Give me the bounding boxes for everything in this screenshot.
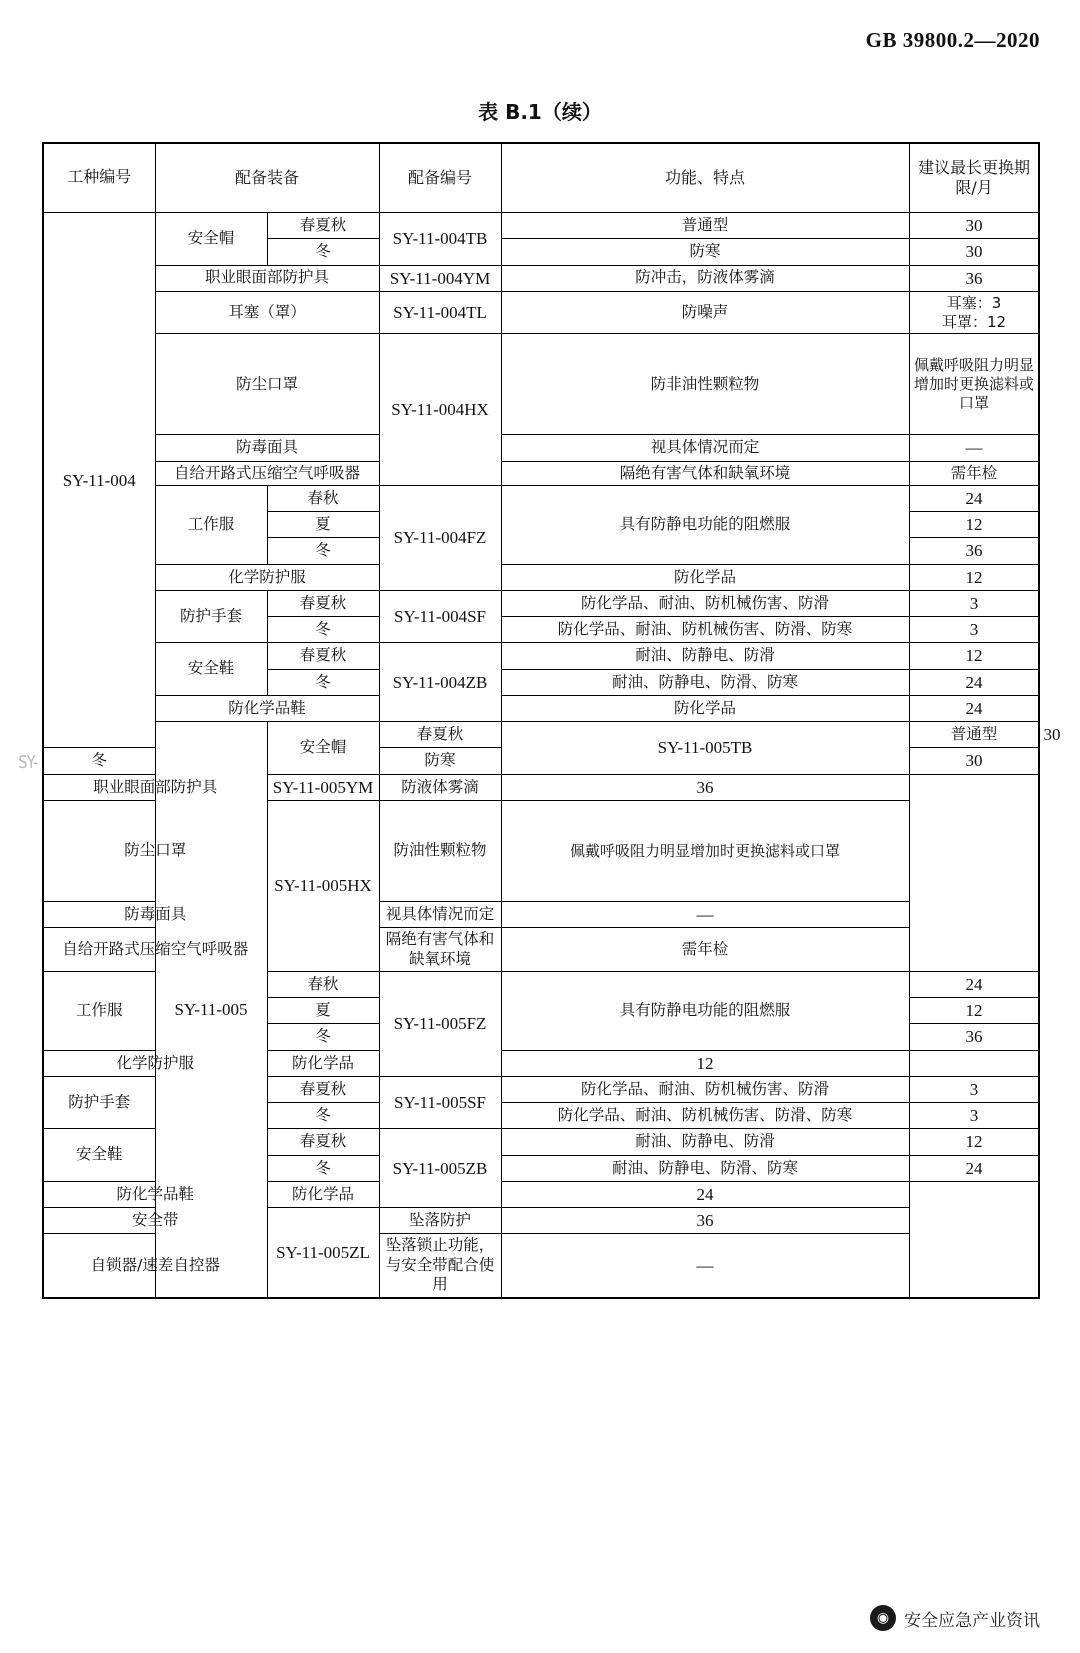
period-cell: 30 <box>909 213 1039 239</box>
period-cell: 24 <box>909 971 1039 997</box>
equipment-cell: 工作服 <box>43 971 155 1050</box>
account-name-label: 安全应急产业资讯 <box>904 1610 1040 1631</box>
season-cell: 冬 <box>267 239 379 265</box>
table-row <box>43 643 1039 669</box>
table-row <box>43 1181 1039 1207</box>
equipment-cell: 安全帽 <box>155 213 267 266</box>
period-cell: 需年检 <box>501 928 909 972</box>
job-code-cell: SY-11-004 <box>43 213 155 748</box>
function-cell: 普通型 <box>909 722 1039 748</box>
equipment-cell: 防化学品鞋 <box>43 1181 267 1207</box>
season-cell: 春夏秋 <box>267 1076 379 1102</box>
equipment-cell: 工作服 <box>155 485 267 564</box>
season-cell: 冬 <box>43 748 155 774</box>
table-row <box>43 800 1039 901</box>
col-header-job-code: 工种编号 <box>43 143 155 213</box>
period-cell: 36 <box>501 774 909 800</box>
equip-code-cell: SY-11-004HX <box>379 334 501 486</box>
equip-code-cell: SY-11-005TB <box>501 722 909 775</box>
standard-code-header: GB 39800.2—2020 <box>865 28 1040 52</box>
period-cell <box>909 291 1039 334</box>
season-cell: 冬 <box>267 538 379 564</box>
table-row <box>43 213 1039 239</box>
equip-code-cell: SY-11-005FZ <box>379 971 501 1076</box>
period-cell: 24 <box>909 695 1039 721</box>
table-row <box>43 1208 1039 1234</box>
equipment-cell: 安全鞋 <box>43 1129 155 1182</box>
season-cell: 春夏秋 <box>379 722 501 748</box>
function-cell: 防化学品、耐油、防机械伤害、防滑、防寒 <box>501 1103 909 1129</box>
function-cell: 防化学品、耐油、防机械伤害、防滑 <box>501 590 909 616</box>
table-row <box>43 901 1039 927</box>
equipment-cell: 职业眼面部防护具 <box>43 774 267 800</box>
function-cell: 防化学品、耐油、防机械伤害、防滑 <box>501 1076 909 1102</box>
period-cell: 30 <box>909 748 1039 774</box>
table-row <box>43 1234 1039 1298</box>
table-row <box>43 1050 1039 1076</box>
season-cell: 春夏秋 <box>267 590 379 616</box>
col-header-function: 功能、特点 <box>501 143 909 213</box>
period-cell: 12 <box>501 1050 909 1076</box>
period-cell: — <box>501 901 909 927</box>
function-cell: 耐油、防静电、防滑、防寒 <box>501 1155 909 1181</box>
season-cell: 冬 <box>267 617 379 643</box>
table-row <box>43 695 1039 721</box>
season-cell: 冬 <box>267 1024 379 1050</box>
period-cell: 12 <box>909 564 1039 590</box>
period-cell: — <box>501 1234 909 1298</box>
function-cell: 坠落锁止功能，与安全带配合使用 <box>379 1234 501 1298</box>
equip-code-cell: SY-11-004ZB <box>379 643 501 722</box>
job-code-cell: SY-11-005 <box>155 722 267 1298</box>
equipment-cell: 防护手套 <box>43 1076 155 1129</box>
table-row <box>43 291 1039 334</box>
table-row <box>43 590 1039 616</box>
function-cell: 具有防静电功能的阻燃服 <box>501 971 909 1050</box>
table-caption-text: 表 B.1（续） <box>478 100 602 124</box>
period-cell: 12 <box>909 998 1039 1024</box>
function-cell: 防化学品、耐油、防机械伤害、防滑、防寒 <box>501 617 909 643</box>
table-row <box>43 265 1039 291</box>
period-cell: 24 <box>501 1181 909 1207</box>
col-header-period: 建议最长更换期限/月 <box>909 143 1039 213</box>
table-row <box>43 564 1039 590</box>
period-cell: 36 <box>909 1024 1039 1050</box>
function-cell: 耐油、防静电、防滑 <box>501 643 909 669</box>
function-cell: 防化学品 <box>501 695 909 721</box>
equipment-cell: 防毒面具 <box>43 901 267 927</box>
function-cell: 防液体雾滴 <box>379 774 501 800</box>
function-cell: 防非油性颗粒物 <box>501 334 909 435</box>
table-row <box>43 461 1039 485</box>
table-row <box>43 928 1039 972</box>
function-cell: 坠落防护 <box>379 1208 501 1234</box>
function-cell: 隔绝有害气体和缺氧环境 <box>501 461 909 485</box>
equipment-cell: 防化学品鞋 <box>155 695 379 721</box>
season-cell: 夏 <box>267 998 379 1024</box>
page-watermark: SY- <box>18 752 38 773</box>
period-line-2: 耳罩：12 <box>941 312 1007 331</box>
equipment-cell: 耳塞（罩） <box>155 291 379 334</box>
season-cell: 冬 <box>267 1155 379 1181</box>
period-cell: 36 <box>909 265 1039 291</box>
period-cell: 24 <box>909 485 1039 511</box>
season-cell: 春秋 <box>267 485 379 511</box>
col-header-equipment: 配备装备 <box>155 143 379 213</box>
season-cell: 冬 <box>267 1103 379 1129</box>
function-cell: 视具体情况而定 <box>501 435 909 461</box>
equip-code-cell: SY-11-004SF <box>379 590 501 643</box>
equipment-cell: 安全鞋 <box>155 643 267 696</box>
equip-code-cell: SY-11-005ZB <box>379 1129 501 1208</box>
table-row <box>43 774 1039 800</box>
equipment-cell: 自给开路式压缩空气呼吸器 <box>43 928 267 972</box>
table-row <box>43 435 1039 461</box>
period-cell: 佩戴呼吸阻力明显增加时更换滤料或口罩 <box>909 334 1039 435</box>
equipment-cell: 安全带 <box>43 1208 267 1234</box>
equip-code-cell: SY-11-004TL <box>379 291 501 334</box>
period-cell: 24 <box>909 669 1039 695</box>
equipment-cell: 防护手套 <box>155 590 267 643</box>
equipment-cell: 自给开路式压缩空气呼吸器 <box>155 461 379 485</box>
period-cell: 30 <box>909 239 1039 265</box>
equipment-cell: 防尘口罩 <box>43 800 267 901</box>
function-cell: 耐油、防静电、防滑、防寒 <box>501 669 909 695</box>
equip-code-cell: SY-11-004TB <box>379 213 501 266</box>
season-cell: 春秋 <box>267 971 379 997</box>
season-cell: 春夏秋 <box>267 213 379 239</box>
footer-account <box>870 1605 1040 1631</box>
equip-code-cell: SY-11-004FZ <box>379 485 501 590</box>
function-cell: 防寒 <box>501 239 909 265</box>
equipment-cell: 防毒面具 <box>155 435 379 461</box>
function-cell: 视具体情况而定 <box>379 901 501 927</box>
season-cell: 冬 <box>267 669 379 695</box>
season-cell: 春夏秋 <box>267 1129 379 1155</box>
equipment-cell: 化学防护服 <box>155 564 379 590</box>
equipment-cell: 安全帽 <box>267 722 379 775</box>
function-cell: 防寒 <box>379 748 501 774</box>
col-header-equip-code: 配备编号 <box>379 143 501 213</box>
equip-code-cell: SY-11-005SF <box>379 1076 501 1129</box>
function-cell: 防噪声 <box>501 291 909 334</box>
table-caption <box>0 96 1080 125</box>
period-cell: 36 <box>501 1208 909 1234</box>
table-row <box>43 334 1039 435</box>
period-cell: 佩戴呼吸阻力明显增加时更换滤料或口罩 <box>501 800 909 901</box>
season-cell: 夏 <box>267 512 379 538</box>
equip-code-cell: SY-11-005YM <box>267 774 379 800</box>
function-cell: 具有防静电功能的阻燃服 <box>501 485 909 564</box>
period-cell: 36 <box>909 538 1039 564</box>
function-cell: 普通型 <box>501 213 909 239</box>
function-cell: 耐油、防静电、防滑 <box>501 1129 909 1155</box>
season-cell: 春夏秋 <box>267 643 379 669</box>
function-cell: 隔绝有害气体和缺氧环境 <box>379 928 501 972</box>
period-cell: 3 <box>909 1076 1039 1102</box>
period-cell: 12 <box>909 643 1039 669</box>
account-logo-icon: ◉ <box>870 1605 896 1631</box>
period-line-1: 耳塞：3 <box>946 293 1002 312</box>
equip-code-cell: SY-11-005HX <box>267 800 379 971</box>
period-cell: 24 <box>909 1155 1039 1181</box>
function-cell: 防化学品 <box>267 1050 379 1076</box>
table-row <box>43 485 1039 511</box>
equipment-cell: 自锁器/速差自控器 <box>43 1234 267 1298</box>
equip-code-cell: SY-11-004YM <box>379 265 501 291</box>
table-header-row <box>43 143 1039 213</box>
equipment-cell: 化学防护服 <box>43 1050 267 1076</box>
period-cell: 3 <box>909 617 1039 643</box>
period-cell: 12 <box>909 1129 1039 1155</box>
equip-code-cell: SY-11-005ZL <box>267 1208 379 1298</box>
function-cell: 防油性颗粒物 <box>379 800 501 901</box>
period-cell: 12 <box>909 512 1039 538</box>
table-row: SY-11-005 安全帽 春夏秋 SY-11-005TB 普通型 30 <box>43 722 1039 748</box>
equipment-cell: 防尘口罩 <box>155 334 379 435</box>
period-cell: 3 <box>909 1103 1039 1129</box>
equipment-cell: 职业眼面部防护具 <box>155 265 379 291</box>
function-cell: 防冲击，防液体雾滴 <box>501 265 909 291</box>
period-cell: — <box>909 435 1039 461</box>
equipment-table <box>42 142 1061 1299</box>
function-cell: 防化学品 <box>501 564 909 590</box>
period-cell: 3 <box>909 590 1039 616</box>
period-cell: 需年检 <box>909 461 1039 485</box>
function-cell: 防化学品 <box>267 1181 379 1207</box>
